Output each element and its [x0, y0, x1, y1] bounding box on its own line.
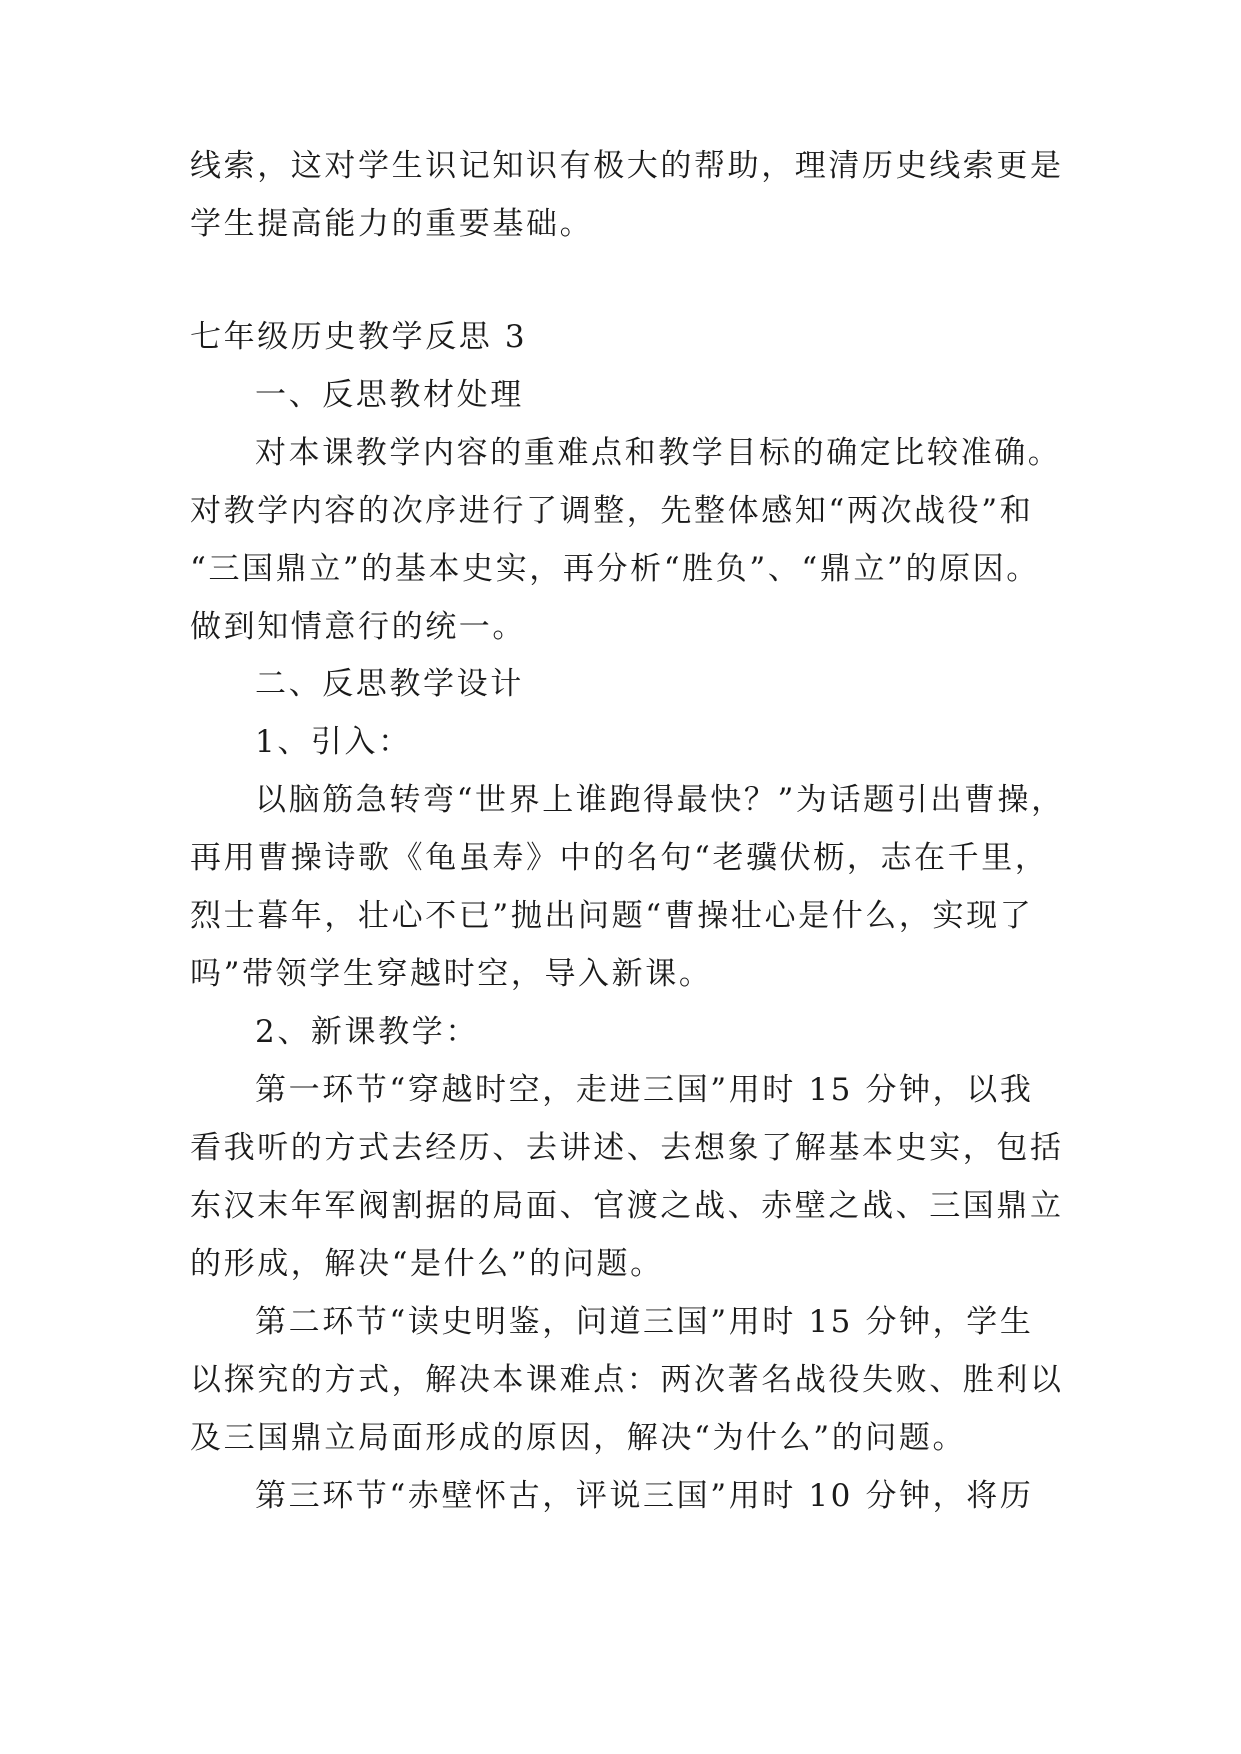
body-text-line: 对本课教学内容的重难点和教学目标的确定比较准确。	[255, 435, 1062, 471]
body-text-line: 线索，这对学生识记知识有极大的帮助，理清历史线索更是	[190, 148, 1064, 184]
body-text-line: 以探究的方式，解决本课难点：两次著名战役失败、胜利以	[190, 1362, 1064, 1398]
body-text-line: 吗”带领学生穿越时空，导入新课。	[190, 956, 713, 992]
subheading-text-material: 一、反思教材处理	[255, 377, 524, 413]
body-text-line: “三国鼎立”的基本史实，再分析“胜负”、“鼎立”的原因。	[190, 551, 1040, 587]
body-text-line: 的形成，解决“是什么”的问题。	[190, 1246, 664, 1282]
body-text-line: 学生提高能力的重要基础。	[190, 206, 594, 242]
body-text-line: 做到知情意行的统一。	[190, 609, 526, 645]
body-text-line: 以脑筋急转弯“世界上谁跑得最快？”为话题引出曹操，	[255, 782, 1065, 818]
body-text-line: 再用曹操诗歌《龟虽寿》中的名句“老骥伏枥，志在千里，	[190, 840, 1049, 876]
body-text-line: 第一环节“穿越时空，走进三国”用时 15 分钟，以我	[255, 1072, 1034, 1108]
body-text-line: 东汉末年军阀割据的局面、官渡之战、赤壁之战、三国鼎立	[190, 1188, 1064, 1224]
subheading-teaching-design: 二、反思教学设计	[255, 666, 524, 702]
body-text-line: 烈士暮年，壮心不已”抛出问题“曹操壮心是什么，实现了	[190, 898, 1034, 934]
body-text-line: 第三环节“赤壁怀古，评说三国”用时 10 分钟，将历	[255, 1478, 1034, 1514]
subheading-introduction: 1、引入：	[255, 724, 412, 760]
body-text-line: 对教学内容的次序进行了调整，先整体感知“两次战役”和	[190, 493, 1034, 529]
body-text-line: 及三国鼎立局面形成的原因，解决“为什么”的问题。	[190, 1420, 967, 1456]
subheading-new-lesson: 2、新课教学：	[255, 1014, 479, 1050]
section-title: 七年级历史教学反思 3	[190, 319, 528, 355]
body-text-line: 看我听的方式去经历、去讲述、去想象了解基本史实，包括	[190, 1130, 1064, 1166]
body-text-line: 第二环节“读史明鉴，问道三国”用时 15 分钟，学生	[255, 1304, 1034, 1340]
